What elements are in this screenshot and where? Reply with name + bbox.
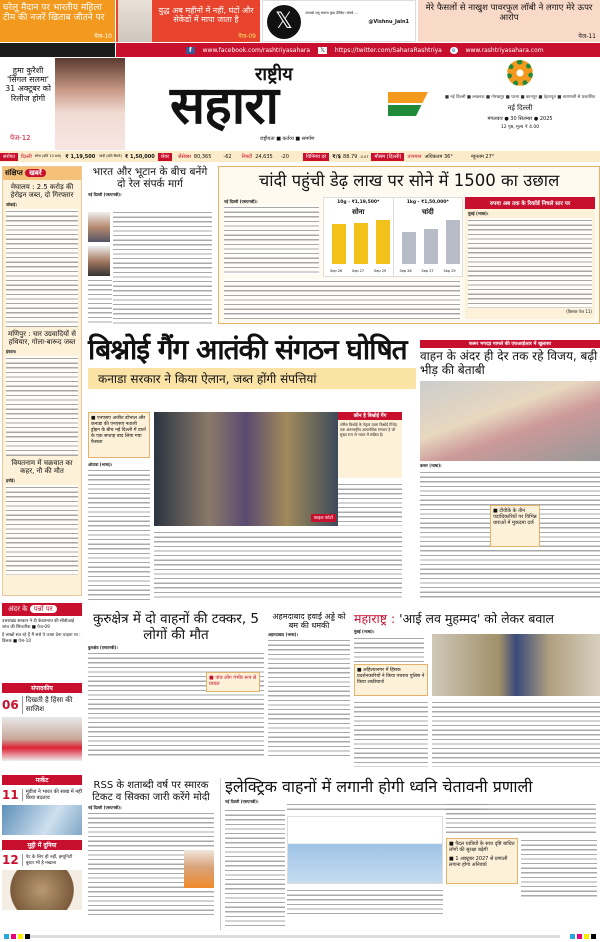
chart-title: 10g - ₹1,19,500* — [337, 200, 380, 205]
dateline: कुरुक्षेत्र (एसएनबी)। — [88, 645, 118, 651]
briefs-column — [2, 166, 82, 596]
body-text — [113, 210, 212, 326]
police-photo — [432, 634, 600, 696]
dateline: मुंबई (भाषा)। — [354, 629, 375, 635]
silver-chart — [394, 198, 463, 276]
facebook-icon: f — [186, 47, 195, 54]
promo-page: पेज-12 — [10, 134, 31, 142]
minister-photo-2 — [88, 246, 110, 276]
teaser-text: युद्ध अब महीनों में नहीं, घंटों और सेकेंडों में मापा जाता है — [158, 6, 254, 25]
inside-page: ■ पेज-10 — [13, 639, 32, 644]
chart-label: सोना — [352, 208, 365, 216]
info-box-title: कौन है बिश्नोई गैंग — [338, 412, 402, 420]
edition-city: नई दिल्ली — [507, 104, 533, 112]
fx-pair: ₹/$ — [332, 153, 342, 160]
dateline: करूर (भाषा)। — [420, 462, 442, 468]
headline: वाहन के अंदर ही देर तक रहे विजय, बढ़ी भीड़ की बेताबी — [420, 349, 598, 377]
info-box — [338, 412, 402, 478]
masthead-logo — [160, 62, 460, 150]
huma-photo — [55, 58, 125, 150]
briefs-header — [3, 167, 81, 180]
inside-item[interactable] — [2, 618, 82, 630]
brief-lead: जोवाई। — [6, 202, 17, 208]
teaser-defence[interactable] — [116, 0, 260, 42]
body-text — [6, 356, 78, 456]
story-karur[interactable] — [420, 340, 600, 600]
briefs-title-2: खबरें — [25, 169, 46, 177]
silver-label: चांदी (प्रति किलो) — [99, 154, 122, 158]
highlight-box: ■ अहिल्यानगर में हिंसक प्रदर्शनकारियों ने किया पथराव पुलिस ने किया लाठीचार्ज — [354, 664, 428, 696]
karur-photo — [420, 381, 600, 461]
body-text — [354, 700, 428, 767]
ev-illustration — [287, 816, 443, 884]
rupee-headline: रुपया अब तक के रिकॉर्ड निचले स्तर पर — [465, 197, 595, 209]
sensex-change: -62 — [223, 153, 232, 160]
body-text — [225, 808, 285, 926]
inside-page: ■ पेज-09 — [31, 625, 50, 630]
highlight-box: ■ टीवीके के तीन पदाधिकारियों पर विभिन्न धाराओं में मुकदमा दर्ज — [490, 505, 540, 547]
body-text — [224, 279, 460, 319]
highlight-2: ■ 1 अक्टूबर 2027 से प्रणाली लगाना होगा अनिवार्य — [449, 856, 508, 868]
page-number: 11 — [2, 788, 19, 802]
body-text — [338, 482, 402, 526]
highlight-box — [446, 838, 518, 884]
website-link[interactable]: www.rashtriyasahara.com — [465, 46, 544, 54]
nifty-value: 24,635 — [255, 153, 273, 160]
story-ev[interactable] — [220, 778, 600, 930]
world-teaser[interactable] — [2, 840, 82, 930]
photo-credit: फाइल फोटो — [311, 514, 336, 522]
brief-title: वियतनाम में चक्रवात का कहर, नौ की मौत — [11, 459, 73, 476]
sensex-label: सेंसेक्स — [178, 153, 191, 160]
chart-tick-label: Sep 29 — [374, 269, 387, 273]
body-text — [6, 209, 78, 327]
teaser-text: मेरे फैसलों से नाखुश पावरफुल लॉबी ने लगाए मेरे ऊपर आरोप — [425, 3, 593, 23]
logo-tagline: राष्ट्रीयता ■ कर्तव्य ■ समर्पण — [260, 136, 315, 142]
editorial-photo — [2, 717, 82, 761]
chart-bar — [354, 223, 368, 264]
gold-label: सोना (प्रति 10 ग्राम) — [34, 154, 62, 158]
story-bhutan[interactable] — [88, 166, 212, 326]
x-handle[interactable]: @Vishnu_Jain1 — [368, 19, 409, 25]
ticker-share: शेयर — [158, 153, 172, 161]
temp-max: अधिकतम 36° — [424, 153, 453, 160]
body-text — [88, 468, 150, 600]
teaser-page: पेज-11 — [578, 33, 596, 40]
chart-tick-label: Sep 26 — [330, 269, 343, 273]
story-ahmedabad[interactable] — [268, 612, 350, 767]
briefs-title: संक्षिप्त — [5, 169, 23, 177]
highlight-box: ■ पांच लोग गंभीर रूप से घायल — [206, 672, 260, 692]
editions: ■ नई दिल्ली ■ लखनऊ ■ गोरखपुर ■ पटना ■ कानपुर ■ देहरादून ■ वाराणसी से प्रकाशित — [444, 95, 596, 100]
rajnath-photo — [118, 0, 152, 42]
story-silver[interactable] — [218, 166, 600, 324]
logo-top: राष्ट्रीय — [255, 64, 293, 85]
highlight-box: ■ एनएसए अजीत डोभाल और कनाडा की एनएसए नताली ड्रोइन के बीच नई दिल्ली में वार्ता के एक सप्ताह बाद लिया गया फैसला — [88, 412, 150, 458]
headline-prefix: महाराष्ट्र : — [354, 611, 396, 626]
page-number: 12 — [2, 853, 19, 867]
body-text — [432, 700, 600, 767]
story-maharashtra[interactable] — [354, 612, 600, 767]
inside-pages — [2, 603, 82, 653]
price: 12 पृष्ठ, मूल्य ₹ 4.00 — [500, 125, 540, 130]
gold-chart — [324, 198, 394, 276]
price-chart — [323, 197, 463, 277]
minister-photo-1 — [88, 212, 110, 242]
date: मंगलवार ● 30 सितम्बर ● 2025 — [487, 116, 553, 122]
teaser-text: आपको शत्रु समाज कुछ दीजिए। संघर्ष ... — [305, 11, 358, 15]
info-box-text: लॉरेंस बिश्नोई के नेतृत्व वाला बिश्नोई गिरोह एक अंतरराष्ट्रीय आपराधिक संगठन है जो मुख्य रूप से भारत में सक्रिय है। — [340, 422, 397, 438]
dateline: ओटावा (भाषा)। — [88, 462, 113, 467]
ticker-city: दिल्ली — [20, 153, 32, 160]
headline-text: 'आई लव मुहम्मद' को लेकर बवाल — [399, 611, 555, 626]
sahara-emblem — [507, 60, 533, 86]
social-bar — [116, 43, 600, 57]
sub-headline: कनाडा सरकार ने किया ऐलान, जब्त होंगी संपत्तियां — [88, 368, 416, 389]
promo-huma[interactable] — [0, 58, 125, 150]
headline: RSS के शताब्दी वर्ष पर स्मारक टिकट व सिक्का जारी करेंगे मोदी — [92, 780, 210, 803]
body-text — [468, 218, 592, 308]
teaser-opinion[interactable] — [418, 0, 600, 42]
black-bar — [0, 43, 115, 57]
headline — [354, 612, 600, 626]
sensex-value: 80,365 — [193, 153, 212, 160]
body-text — [268, 638, 350, 758]
dateline: मुंबई (भाषा)। — [468, 211, 489, 216]
dateline: नई दिल्ली (एसएनबी)। — [88, 192, 122, 198]
silver-price: ₹ 1,50,000 — [124, 153, 155, 160]
nifty-change: -20 — [280, 153, 289, 160]
x-icon: 𝕏 — [320, 46, 325, 54]
headline: चांदी पहुंची डेढ़ लाख पर सोने में 1500 का उछाल — [258, 171, 560, 190]
chart-title: 1kg - ₹1,50,000* — [406, 200, 449, 205]
body-text — [6, 485, 78, 575]
dateline: अहमदाबाद (भाषा)। — [268, 632, 298, 638]
inside-title-2: पन्नों पर — [30, 605, 57, 613]
twitter-link[interactable]: https://twitter.com/SaharaRashtriya — [334, 46, 442, 54]
story-rss[interactable] — [88, 780, 214, 930]
lead-headline: बिश्नोई गैंग आतंकी संगठन घोषित — [88, 333, 407, 366]
chart-bar — [424, 229, 438, 264]
brief-lead: हनोई। — [6, 478, 15, 484]
chart-bar — [402, 232, 416, 264]
story-bishnoi[interactable] — [88, 334, 416, 600]
bishnoi-photo — [154, 412, 338, 526]
modi-photo — [184, 850, 214, 888]
chart-tick-label: Sep 29 — [443, 269, 456, 273]
market-photo — [2, 805, 82, 835]
body-text — [88, 278, 112, 326]
fx-change: -0.07 — [359, 154, 369, 159]
brief-title: मणिपुर : चार उग्रवादियों से हथियार, गोला-बारूद जब्त — [8, 330, 76, 347]
chart-tick-label: Sep 27 — [421, 269, 434, 273]
nifty-label: निफ्टी — [241, 153, 253, 160]
x-logo-icon: 𝕏 — [267, 5, 301, 39]
inside-header — [2, 603, 82, 616]
ticker-fx: विनिमय दर — [303, 153, 329, 161]
market-teaser[interactable] — [2, 775, 82, 837]
edition-info — [440, 60, 600, 150]
footer-rule — [30, 935, 560, 938]
body-text — [224, 205, 319, 275]
inside-text: उत्तराखंड सरकार ने दी केदारनाथ की सीबीआई जांच की सिफारिश — [2, 619, 75, 630]
inside-item[interactable] — [2, 632, 82, 644]
body-text — [354, 636, 424, 662]
world-headline: पेट के लिए ही नहीं, इम्यूनिटी बूस्टर भी है मखाना — [22, 854, 82, 866]
teaser-x-post[interactable] — [262, 0, 416, 42]
market-title: मार्केट — [2, 775, 82, 785]
inside-title: अंदर के — [8, 605, 28, 613]
chart-bar — [376, 220, 390, 264]
temp-label: तापमान — [407, 153, 422, 160]
body-text — [446, 802, 596, 834]
body-text — [154, 530, 402, 600]
headline: कुरुक्षेत्र में दो वाहनों की टक्कर, 5 लोगों की मौत — [92, 611, 259, 643]
gold-price: ₹ 1,19,500 — [65, 153, 96, 160]
market-ticker — [0, 151, 600, 162]
story-kurukshetra[interactable] — [88, 612, 264, 767]
headline: अहमदाबाद हवाई अड्डे को बम की धमकी — [272, 612, 346, 631]
internet-explorer-icon: e — [451, 46, 456, 54]
dateline: नई दिल्ली (एसएनबी)। — [224, 199, 258, 204]
promo-text: हुमा कुरैशी 'सिंगल सलमा' 31 अक्टूबर को रिलीज होगी — [5, 66, 51, 103]
chart-label: चांदी — [421, 208, 434, 216]
dateline: नई दिल्ली (एसएनबी)। — [88, 805, 122, 810]
teaser-page: पेज-09 — [238, 33, 256, 40]
brief-lead: इंफाल। — [6, 349, 17, 355]
market-headline: मूडीज ने भारत की साख में नहीं किया बदलाव — [22, 789, 82, 801]
brief-title: मेघालय : 2.5 करोड़ की हेरोइन जब्त, दो गिरफ्तार — [10, 183, 74, 200]
kicker: करूर भगदड़ मामले की एफआईआर में खुलासा — [420, 340, 600, 348]
body-text — [287, 888, 443, 914]
chart-bar — [332, 224, 346, 264]
ticker-weather: मौसम (दिल्ली) — [371, 153, 404, 161]
editorial-teaser[interactable] — [2, 683, 82, 773]
facebook-link[interactable]: www.facebook.com/rashtriyasahara — [202, 46, 311, 54]
temp-min: न्यूनतम 27° — [470, 153, 495, 160]
world-title: मुट्ठी में दुनिया — [2, 840, 82, 850]
teaser-page: पेज-10 — [94, 33, 112, 40]
headline: भारत और भूटान के बीच बनेंगे दो रेल संपर्क मार्ग — [92, 166, 208, 191]
headline: इलेक्ट्रिक वाहनों में लगानी होगी ध्वनि चेतावनी प्रणाली — [225, 777, 533, 796]
body-text — [521, 838, 597, 900]
fx-value: 88.79 — [343, 153, 358, 160]
editorial-title: संपादकीय — [2, 683, 82, 693]
makhana-photo — [2, 870, 82, 910]
chart-tick-label: Sep 27 — [352, 269, 365, 273]
dateline: नई दिल्ली (एसएनबी)। — [225, 799, 259, 805]
body-text — [88, 651, 264, 759]
tricolor-flag — [388, 92, 428, 116]
registration-marks — [570, 934, 596, 939]
editorial-headline: दिखती है हिंसा की साजिश — [22, 696, 82, 714]
teaser-text: घरेलू मैदान पर भारतीय महिला टीम की नजरें खिताब जीतने पर — [3, 3, 105, 24]
rupee-box — [465, 197, 595, 319]
inside-text: है लाखों संत रहे हैं मैं सत्ते पे जाता देना चाहता था : डिलक — [2, 633, 81, 644]
logo-name: सहारा — [170, 76, 278, 136]
chart-tick-label: Sep 26 — [399, 269, 412, 273]
continued-page: (विस्तार पेज 11) — [566, 309, 592, 314]
teaser-cricket[interactable] — [0, 0, 115, 42]
page-number: 06 — [2, 698, 19, 712]
registration-marks — [4, 934, 30, 939]
ticker-bullion: सर्राफा — [0, 153, 18, 161]
highlight-1: ■ पैदल यात्रियों के साथ दृष्टि बाधित लोगों की सुरक्षा बढ़ेगी — [449, 841, 515, 853]
chart-bar — [446, 220, 460, 264]
